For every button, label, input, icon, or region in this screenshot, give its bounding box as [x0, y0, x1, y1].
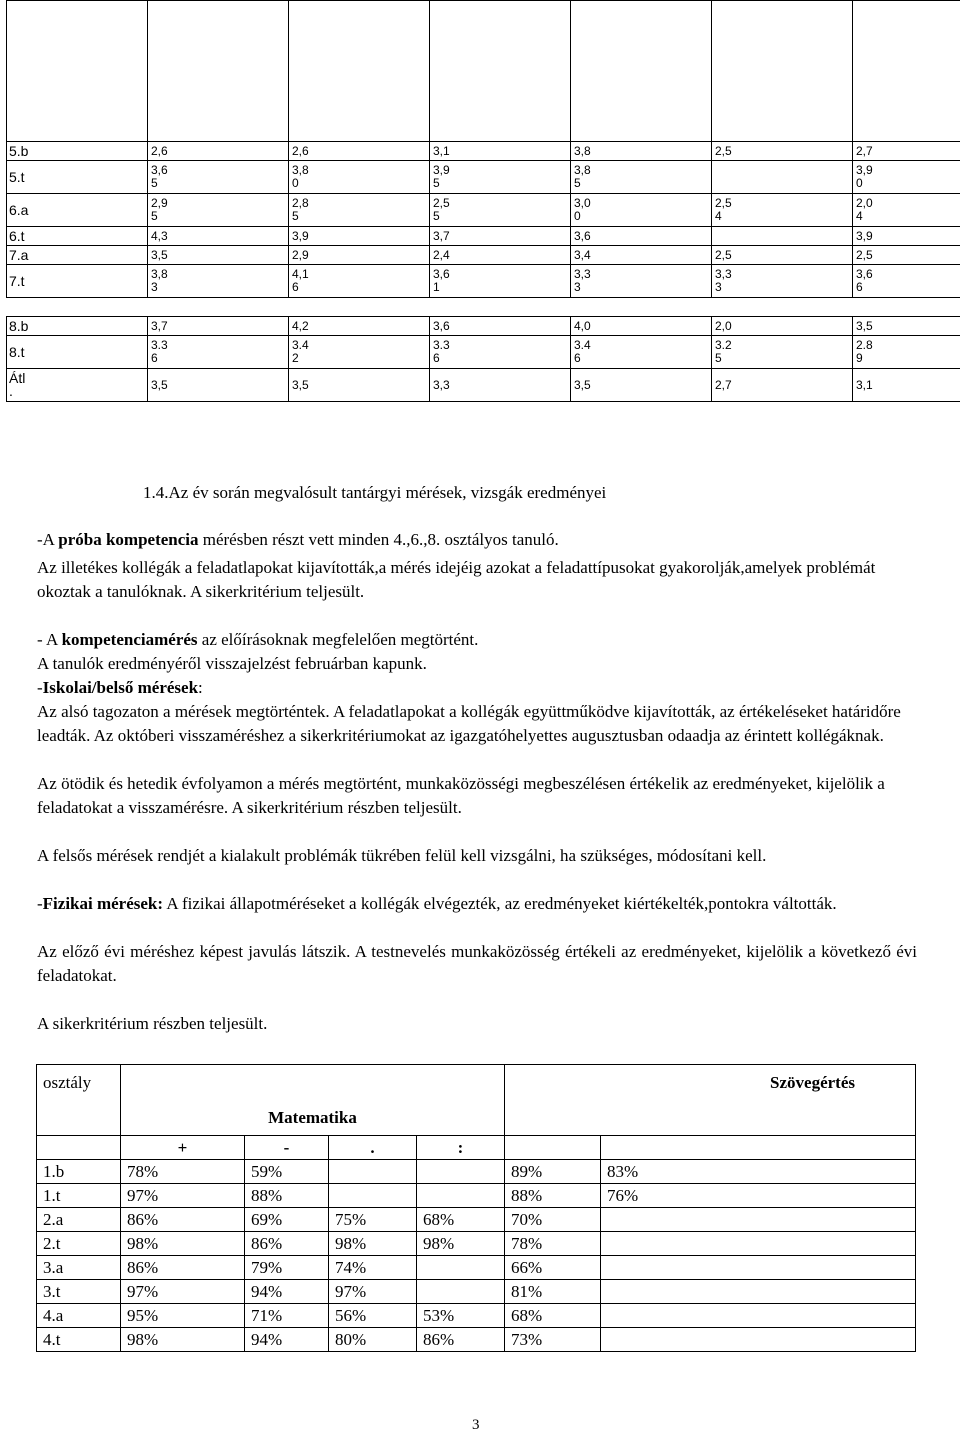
result-cell: 97%: [121, 1184, 245, 1208]
value-cell: 3,8 5: [571, 161, 712, 194]
header-cell: [853, 1, 960, 142]
header-cell: [430, 1, 571, 142]
value-cell: 3,9 0: [853, 161, 960, 194]
value-cell: 3,5: [853, 317, 960, 336]
value-cell: [712, 161, 853, 194]
header-row: [7, 1, 960, 142]
paragraph-text: Az illetékes kollégák a feladatlapokat kijavították,a mérés idejéig azokat a feladattípusokat gyakorolják,amelyek problémát okoztak a tanulóknak. A sikerkritérium teljesült.: [37, 558, 876, 601]
paragraph-text: :: [198, 678, 203, 697]
result-cell: [601, 1232, 916, 1256]
value-cell: 3,3 3: [712, 265, 853, 298]
paragraph: [37, 844, 917, 868]
result-cell: 59%: [245, 1160, 329, 1184]
paragraph-text: A sikerkritérium részben teljesült.: [37, 1014, 268, 1033]
result-cell: 83%: [601, 1160, 916, 1184]
result-cell: [601, 1304, 916, 1328]
results-table: [36, 1064, 916, 1352]
result-cell: [601, 1208, 916, 1232]
class-cell: 7.a: [7, 246, 148, 265]
paragraph: [37, 892, 917, 916]
grade-row: [7, 194, 960, 227]
value-cell: 2,5 5: [430, 194, 571, 227]
value-cell: 3,5: [148, 369, 289, 402]
result-cell: 3.t: [37, 1280, 121, 1304]
result-cell: 76%: [601, 1184, 916, 1208]
grade-row: [7, 161, 960, 194]
value-cell: 3,8 3: [148, 265, 289, 298]
result-cell: 70%: [505, 1208, 601, 1232]
value-cell: 2,0: [712, 317, 853, 336]
value-cell: 3,6 1: [430, 265, 571, 298]
signs-empty: [37, 1136, 121, 1160]
result-cell: [417, 1184, 505, 1208]
value-cell: 3,6: [571, 227, 712, 246]
class-cell: 5.t: [7, 161, 148, 194]
value-cell: 2,6: [289, 142, 430, 161]
result-cell: [417, 1160, 505, 1184]
sign-cell: +: [121, 1136, 245, 1160]
paragraph-text: -: [37, 678, 43, 697]
result-cell: 78%: [505, 1232, 601, 1256]
section-title: 1.4.Az év során megvalósult tantárgyi mérések, vizsgák eredményei: [143, 483, 607, 502]
value-cell: 3,4: [571, 246, 712, 265]
value-cell: 3,9 5: [430, 161, 571, 194]
text-header: Szövegértés: [505, 1065, 916, 1101]
grade-row: [7, 369, 960, 402]
class-cell: 7.t: [7, 265, 148, 298]
paragraph-text: mérésben részt vett minden 4.,6.,8. osztályos tanuló.: [198, 530, 559, 549]
header-label: [438, 122, 455, 142]
result-cell: 78%: [121, 1160, 245, 1184]
result-row: [37, 1232, 916, 1256]
value-cell: 2,9: [289, 246, 430, 265]
value-cell: 3,5: [571, 369, 712, 402]
header-cell: [7, 1, 148, 142]
result-cell: 88%: [245, 1184, 329, 1208]
value-cell: 2,7: [853, 142, 960, 161]
result-cell: 2.t: [37, 1232, 121, 1256]
result-cell: [417, 1256, 505, 1280]
paragraph: [37, 772, 917, 819]
result-cell: 97%: [329, 1280, 417, 1304]
signs-empty: [601, 1136, 916, 1160]
value-cell: 3.4 6: [571, 336, 712, 369]
result-cell: 98%: [329, 1232, 417, 1256]
result-cell: 4.t: [37, 1328, 121, 1352]
paragraph-text: Az alsó tagozaton a mérések megtörténtek. A feladatlapokat a kollégák együttműködve kijavították, az értékeléseket határidőre leadták. Az októberi visszaméréshez a sikerkritériumokat az igazgatóhelyettes augusztusban odaadja az érintett kollégáknak.: [37, 702, 901, 745]
results-header-row2: [37, 1100, 916, 1136]
value-cell: 3,8 0: [289, 161, 430, 194]
value-cell: 3,1: [430, 142, 571, 161]
header-cell: [148, 1, 289, 142]
paragraph-bold: próba kompetencia: [58, 530, 199, 549]
header-label: [720, 122, 737, 142]
signs-empty: [505, 1136, 601, 1160]
value-cell: 3,1: [853, 369, 960, 402]
header-label: [297, 122, 314, 142]
result-cell: 1.b: [37, 1160, 121, 1184]
value-cell: 2,5: [853, 246, 960, 265]
paragraph-text: Az ötödik és hetedik évfolyamon a mérés megtörtént, munkaközösségi megbeszélésen értékelik az eredményeket, kijelölik a feladatokat a visszamérésre. A sikerkritérium részben teljesült.: [37, 774, 885, 817]
spacer-cell: [7, 298, 960, 317]
result-cell: 66%: [505, 1256, 601, 1280]
value-cell: 3,0 0: [571, 194, 712, 227]
value-cell: 3,3 3: [571, 265, 712, 298]
header-cell: [712, 1, 853, 142]
result-cell: 86%: [417, 1328, 505, 1352]
result-cell: 74%: [329, 1256, 417, 1280]
value-cell: 3,8: [571, 142, 712, 161]
result-cell: 4.a: [37, 1304, 121, 1328]
value-cell: 3,6 6: [853, 265, 960, 298]
result-row: [37, 1280, 916, 1304]
result-cell: 89%: [505, 1160, 601, 1184]
value-cell: 2,7: [712, 369, 853, 402]
osztaly-header-2: [37, 1100, 121, 1136]
value-cell: 2,5: [712, 142, 853, 161]
sign-cell: -: [245, 1136, 329, 1160]
page-number: 3: [472, 1417, 480, 1433]
class-cell: 6.t: [7, 227, 148, 246]
value-cell: 3,7: [148, 317, 289, 336]
value-cell: 2,5 4: [712, 194, 853, 227]
result-cell: 56%: [329, 1304, 417, 1328]
result-row: [37, 1208, 916, 1232]
paragraph: [37, 940, 917, 987]
result-cell: 81%: [505, 1280, 601, 1304]
value-cell: 3,5: [289, 369, 430, 402]
result-row: [37, 1328, 916, 1352]
value-cell: 3,7: [430, 227, 571, 246]
paragraph-text: -: [37, 894, 43, 913]
result-row: [37, 1256, 916, 1280]
result-cell: 2.a: [37, 1208, 121, 1232]
value-cell: 2,0 4: [853, 194, 960, 227]
value-cell: 2.8 9: [853, 336, 960, 369]
result-cell: 86%: [121, 1256, 245, 1280]
result-cell: 68%: [417, 1208, 505, 1232]
paragraph: [37, 628, 917, 652]
grades-table: [6, 0, 960, 402]
value-cell: 4,3: [148, 227, 289, 246]
result-cell: 71%: [245, 1304, 329, 1328]
result-cell: 79%: [245, 1256, 329, 1280]
paragraph-text: A fizikai állapotméréseket a kollégák elvégezték, az eredményeket kiértékelték,pontokra váltották.: [163, 894, 837, 913]
grade-row: [7, 227, 960, 246]
value-cell: 3.3 6: [148, 336, 289, 369]
paragraph-text: az előírásoknak megfelelően megtörtént.: [197, 630, 479, 649]
paragraph: [37, 1012, 917, 1036]
paragraph-bold: kompetenciamérés: [61, 630, 198, 649]
paragraph-text: A felsős mérések rendjét a kialakult problémák tükrében felül kell vizsgálni, ha szükséges, módosítani kell.: [37, 846, 767, 865]
value-cell: 3.2 5: [712, 336, 853, 369]
value-cell: 4,2: [289, 317, 430, 336]
paragraph-bold: Iskolai/belső mérések: [42, 678, 199, 697]
result-cell: [601, 1328, 916, 1352]
value-cell: 4,0: [571, 317, 712, 336]
grade-row: [7, 336, 960, 369]
grade-row: [7, 142, 960, 161]
header-label: [579, 122, 596, 142]
result-cell: [601, 1280, 916, 1304]
result-cell: 3.a: [37, 1256, 121, 1280]
header-cell: [289, 1, 430, 142]
result-cell: [329, 1160, 417, 1184]
value-cell: 2,6: [148, 142, 289, 161]
header-label: [861, 122, 878, 142]
header-cell: [571, 1, 712, 142]
value-cell: 3.4 2: [289, 336, 430, 369]
result-cell: 98%: [121, 1328, 245, 1352]
result-row: [37, 1184, 916, 1208]
paragraph: [37, 556, 917, 603]
result-cell: 80%: [329, 1328, 417, 1352]
result-cell: 53%: [417, 1304, 505, 1328]
header-label: [15, 122, 32, 142]
result-cell: 69%: [245, 1208, 329, 1232]
paragraph: [37, 652, 917, 676]
sign-cell: .: [329, 1136, 417, 1160]
result-row: [37, 1304, 916, 1328]
result-cell: [329, 1184, 417, 1208]
paragraph: [37, 528, 917, 552]
result-cell: [601, 1256, 916, 1280]
result-cell: [417, 1280, 505, 1304]
paragraph: [37, 700, 917, 747]
result-cell: 86%: [121, 1208, 245, 1232]
result-row: [37, 1160, 916, 1184]
results-header-row: [37, 1065, 916, 1101]
paragraph-text: - A: [37, 630, 62, 649]
grade-row: [7, 246, 960, 265]
text-header-2: [505, 1100, 916, 1136]
paragraph: [37, 676, 917, 700]
grade-row: [7, 265, 960, 298]
result-cell: 94%: [245, 1280, 329, 1304]
grade-row: [7, 317, 960, 336]
value-cell: 2,5: [712, 246, 853, 265]
value-cell: 4,1 6: [289, 265, 430, 298]
value-cell: [712, 227, 853, 246]
result-cell: 98%: [417, 1232, 505, 1256]
result-cell: 98%: [121, 1232, 245, 1256]
class-cell: Átl .: [7, 369, 148, 402]
result-cell: 1.t: [37, 1184, 121, 1208]
value-cell: 2,4: [430, 246, 571, 265]
value-cell: 3,6 5: [148, 161, 289, 194]
paragraph-text: A tanulók eredményéről visszajelzést februárban kapunk.: [37, 654, 427, 673]
spacer-row: [7, 298, 960, 317]
value-cell: 3,6: [430, 317, 571, 336]
result-cell: 97%: [121, 1280, 245, 1304]
signs-row: [37, 1136, 916, 1160]
value-cell: 3.3 6: [430, 336, 571, 369]
value-cell: 2,8 5: [289, 194, 430, 227]
math-header: Matematika: [121, 1100, 505, 1136]
header-label: [156, 122, 173, 142]
math-header-top: [121, 1065, 505, 1101]
value-cell: 3,5: [148, 246, 289, 265]
sign-cell: :: [417, 1136, 505, 1160]
result-cell: 68%: [505, 1304, 601, 1328]
result-cell: 94%: [245, 1328, 329, 1352]
result-cell: 75%: [329, 1208, 417, 1232]
paragraph-text: -A: [37, 530, 59, 549]
paragraph-bold: Fizikai mérések:: [42, 894, 164, 913]
value-cell: 2,9 5: [148, 194, 289, 227]
value-cell: 3,9: [289, 227, 430, 246]
result-cell: 86%: [245, 1232, 329, 1256]
class-cell: 6.a: [7, 194, 148, 227]
osztaly-header: osztály: [37, 1065, 121, 1101]
result-cell: 73%: [505, 1328, 601, 1352]
class-cell: 5.b: [7, 142, 148, 161]
value-cell: 3,3: [430, 369, 571, 402]
paragraph-text: Az előző évi méréshez képest javulás látszik. A testnevelés munkaközösség értékeli az eredményeket, kijelölik a következő évi feladatokat.: [37, 942, 917, 985]
value-cell: 3,9: [853, 227, 960, 246]
class-cell: 8.b: [7, 317, 148, 336]
class-cell: 8.t: [7, 336, 148, 369]
result-cell: 88%: [505, 1184, 601, 1208]
result-cell: 95%: [121, 1304, 245, 1328]
